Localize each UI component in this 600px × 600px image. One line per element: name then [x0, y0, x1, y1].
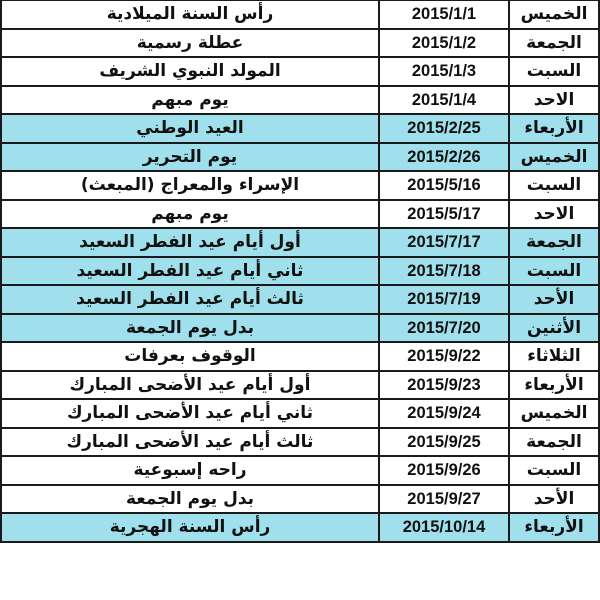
date-cell: 2015/7/20 — [379, 314, 509, 343]
table-row — [1, 342, 599, 371]
occasion-cell: يوم التحرير — [1, 143, 379, 172]
date-cell: 2015/5/16 — [379, 171, 509, 200]
occasion-cell: ثالث أيام عيد الفطر السعيد — [1, 285, 379, 314]
date-cell: 2015/1/1 — [379, 0, 509, 29]
day-cell: الأحد — [509, 285, 599, 314]
table-row — [1, 513, 599, 542]
date-cell: 2015/9/24 — [379, 399, 509, 428]
date-cell: 2015/2/25 — [379, 114, 509, 143]
occasion-cell: الإسراء والمعراج (المبعث) — [1, 171, 379, 200]
date-cell: 2015/1/2 — [379, 29, 509, 58]
table-row — [1, 371, 599, 400]
date-cell: 2015/9/25 — [379, 428, 509, 457]
day-cell: الأحد — [509, 485, 599, 514]
occasion-cell: أول أيام عيد الفطر السعيد — [1, 228, 379, 257]
occasion-cell: ثاني أيام عيد الفطر السعيد — [1, 257, 379, 286]
day-cell: الأثنين — [509, 314, 599, 343]
table-row — [1, 29, 599, 58]
day-cell: الجمعة — [509, 428, 599, 457]
table-row — [1, 143, 599, 172]
occasion-cell: راحه إسبوعية — [1, 456, 379, 485]
table-row — [1, 86, 599, 115]
day-cell: السبت — [509, 171, 599, 200]
date-cell: 2015/1/4 — [379, 86, 509, 115]
day-cell: الخميس — [509, 399, 599, 428]
date-cell: 2015/1/3 — [379, 57, 509, 86]
occasion-cell: يوم مبهم — [1, 86, 379, 115]
date-cell: 2015/7/17 — [379, 228, 509, 257]
date-cell: 2015/9/22 — [379, 342, 509, 371]
table-row — [1, 314, 599, 343]
day-cell: الأربعاء — [509, 114, 599, 143]
occasion-cell: عطلة رسمية — [1, 29, 379, 58]
date-cell: 2015/9/23 — [379, 371, 509, 400]
table-row — [1, 456, 599, 485]
table-row — [1, 428, 599, 457]
table-row — [1, 200, 599, 229]
date-cell: 2015/10/14 — [379, 513, 509, 542]
day-cell: الاحد — [509, 200, 599, 229]
occasion-cell: بدل يوم الجمعة — [1, 485, 379, 514]
occasion-cell: يوم مبهم — [1, 200, 379, 229]
table-row — [1, 399, 599, 428]
occasion-cell: أول أيام عيد الأضحى المبارك — [1, 371, 379, 400]
occasion-cell: الوقوف بعرفات — [1, 342, 379, 371]
table-row — [1, 171, 599, 200]
occasion-cell: بدل يوم الجمعة — [1, 314, 379, 343]
day-cell: السبت — [509, 257, 599, 286]
day-cell: الخميس — [509, 0, 599, 29]
date-cell: 2015/7/19 — [379, 285, 509, 314]
date-cell: 2015/7/18 — [379, 257, 509, 286]
day-cell: الأربعاء — [509, 513, 599, 542]
occasion-cell: رأس السنة الميلادية — [1, 0, 379, 29]
date-cell: 2015/9/27 — [379, 485, 509, 514]
occasion-cell: رأس السنة الهجرية — [1, 513, 379, 542]
table-row — [1, 285, 599, 314]
day-cell: السبت — [509, 456, 599, 485]
day-cell: الجمعة — [509, 228, 599, 257]
day-cell: الجمعة — [509, 29, 599, 58]
occasion-cell: ثاني أيام عيد الأضحى المبارك — [1, 399, 379, 428]
day-cell: الأربعاء — [509, 371, 599, 400]
date-cell: 2015/5/17 — [379, 200, 509, 229]
table-row — [1, 485, 599, 514]
occasion-cell: المولد النبوي الشريف — [1, 57, 379, 86]
table-row — [1, 257, 599, 286]
occasion-cell: العيد الوطني — [1, 114, 379, 143]
table-row — [1, 114, 599, 143]
day-cell: السبت — [509, 57, 599, 86]
day-cell: الاحد — [509, 86, 599, 115]
table-row — [1, 228, 599, 257]
table-row — [1, 57, 599, 86]
holiday-rows — [1, 0, 599, 542]
day-cell: الخميس — [509, 143, 599, 172]
table-row — [1, 0, 599, 29]
date-cell: 2015/2/26 — [379, 143, 509, 172]
date-cell: 2015/9/26 — [379, 456, 509, 485]
day-cell: الثلاثاء — [509, 342, 599, 371]
occasion-cell: ثالث أيام عيد الأضحى المبارك — [1, 428, 379, 457]
